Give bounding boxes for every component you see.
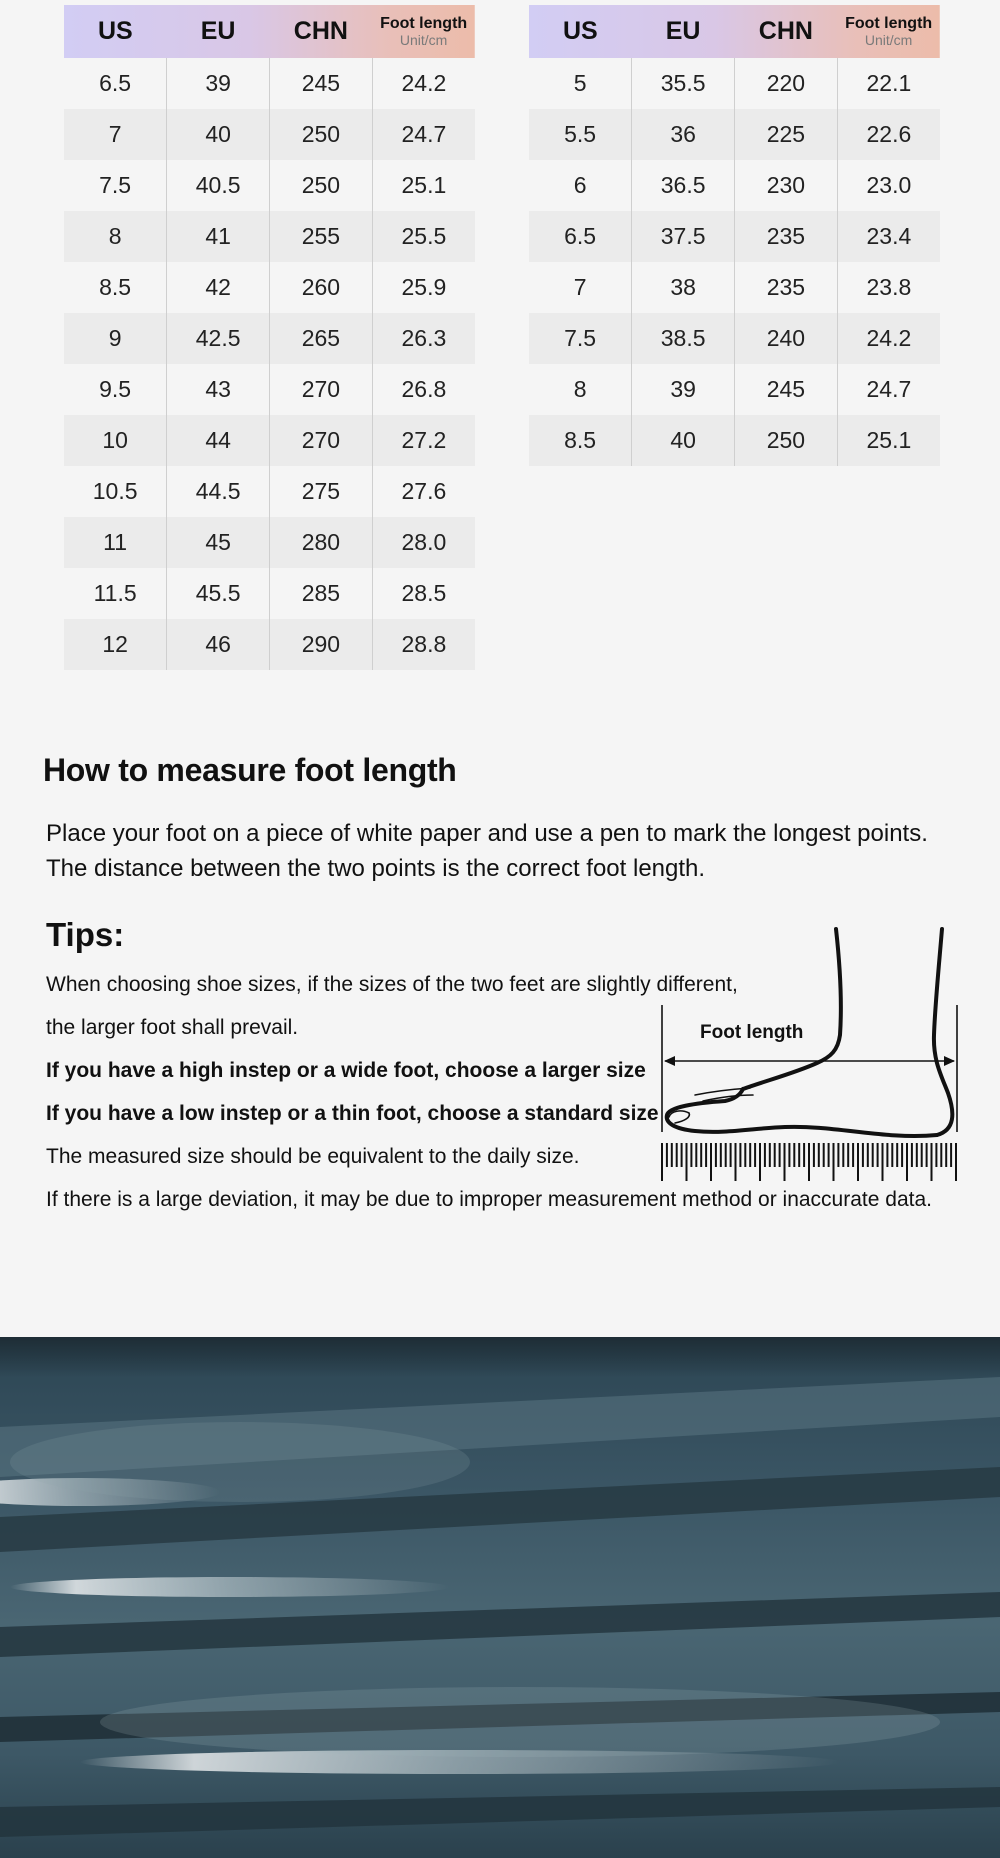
cell-chn: 255: [270, 211, 373, 262]
measure-description-line-1: Place your foot on a piece of white paper and use a pen to mark the longest points.: [46, 820, 928, 847]
cell-foot-length: 26.8: [372, 364, 475, 415]
cell-us: 6: [529, 160, 632, 211]
header-eu: EU: [665, 17, 701, 45]
table-header-row: [529, 5, 940, 58]
table-row: [64, 517, 475, 568]
header-unit: Unit/cm: [864, 31, 913, 48]
table-row: [64, 466, 475, 517]
cell-eu: 42: [167, 262, 270, 313]
cell-us: 12: [64, 619, 167, 670]
cell-us: 5: [529, 58, 632, 109]
cell-chn: 230: [735, 160, 838, 211]
cell-eu: 38.5: [632, 313, 735, 364]
size-table-left: [64, 5, 475, 670]
arrow-right-icon: [944, 1056, 955, 1066]
table-row: [529, 211, 940, 262]
sole-outline-icon: [667, 1089, 937, 1136]
foot-measure-diagram: [655, 925, 960, 1185]
cell-us: 8.5: [529, 415, 632, 466]
cell-eu: 35.5: [632, 58, 735, 109]
tip-item: The measured size should be equivalent to the daily size.: [46, 1145, 580, 1168]
cell-us: 11.5: [64, 568, 167, 619]
cell-chn: 270: [270, 364, 373, 415]
header-eu: EU: [200, 17, 236, 45]
cell-eu: 42.5: [167, 313, 270, 364]
table-header-row: [64, 5, 475, 58]
table-row: [64, 58, 475, 109]
cell-us: 7: [529, 262, 632, 313]
cell-chn: 250: [735, 415, 838, 466]
table-row: [529, 109, 940, 160]
cell-foot-length: 27.6: [372, 466, 475, 517]
table-row: [64, 262, 475, 313]
cell-us: 7.5: [529, 313, 632, 364]
cell-foot-length: 24.2: [372, 58, 475, 109]
cell-chn: 225: [735, 109, 838, 160]
cell-us: 6.5: [64, 58, 167, 109]
cell-eu: 44: [167, 415, 270, 466]
cell-chn: 235: [735, 262, 838, 313]
table-row: [529, 364, 940, 415]
header-foot-length: [372, 5, 475, 58]
cell-chn: 285: [270, 568, 373, 619]
header-us: US: [98, 17, 133, 45]
cell-foot-length: 24.7: [372, 109, 475, 160]
cell-chn: 235: [735, 211, 838, 262]
table-row: [64, 160, 475, 211]
cell-us: 8: [529, 364, 632, 415]
cell-foot-length: 28.8: [372, 619, 475, 670]
header-us: US: [563, 17, 598, 45]
cell-eu: 37.5: [632, 211, 735, 262]
tips-title: Tips:: [46, 916, 125, 953]
cell-us: 9.5: [64, 364, 167, 415]
cell-foot-length: 24.7: [837, 364, 940, 415]
cell-us: 9: [64, 313, 167, 364]
cell-us: 10: [64, 415, 167, 466]
cell-foot-length: 23.8: [837, 262, 940, 313]
cell-foot-length: 27.2: [372, 415, 475, 466]
cell-us: 8.5: [64, 262, 167, 313]
table-row: [529, 415, 940, 466]
cell-chn: 260: [270, 262, 373, 313]
header-unit: Unit/cm: [399, 31, 448, 48]
cell-chn: 250: [270, 109, 373, 160]
cell-foot-length: 28.5: [372, 568, 475, 619]
foot-outline-icon: [743, 929, 841, 1089]
tip-item: If there is a large deviation, it may be due to improper measurement method or inaccurate data.: [46, 1188, 932, 1211]
header-foot-length: [837, 5, 940, 58]
table-row: [64, 619, 475, 670]
cell-us: 11: [64, 517, 167, 568]
tip-item: When choosing shoe sizes, if the sizes of the two feet are slightly different,: [46, 973, 738, 996]
cell-foot-length: 26.3: [372, 313, 475, 364]
ruler-icon: [662, 1143, 956, 1181]
cell-us: 5.5: [529, 109, 632, 160]
size-table-right: [529, 5, 940, 466]
cell-foot-length: 24.2: [837, 313, 940, 364]
cell-eu: 44.5: [167, 466, 270, 517]
cell-foot-length: 22.1: [837, 58, 940, 109]
measure-description: [46, 816, 966, 886]
table-row: [529, 262, 940, 313]
table-row: [64, 568, 475, 619]
cell-eu: 40.5: [167, 160, 270, 211]
cell-us: 8: [64, 211, 167, 262]
header-chn: CHN: [293, 17, 348, 45]
header-chn: CHN: [758, 17, 813, 45]
cell-eu: 41: [167, 211, 270, 262]
cell-eu: 46: [167, 619, 270, 670]
table-row: [64, 109, 475, 160]
table-row: [64, 211, 475, 262]
product-photo: [0, 1337, 1000, 1858]
measure-title: How to measure foot length: [43, 752, 457, 788]
cell-chn: 270: [270, 415, 373, 466]
photo-texture: [0, 1337, 1000, 1858]
cell-eu: 36.5: [632, 160, 735, 211]
cell-foot-length: 25.9: [372, 262, 475, 313]
cell-chn: 290: [270, 619, 373, 670]
tip-item-high-instep: If you have a high instep or a wide foot, choose a larger size: [46, 1059, 646, 1082]
cell-eu: 38: [632, 262, 735, 313]
diagram-label: Foot length: [700, 1022, 804, 1043]
cell-eu: 45.5: [167, 568, 270, 619]
cell-chn: 280: [270, 517, 373, 568]
table-row: [64, 364, 475, 415]
cell-foot-length: 25.1: [837, 415, 940, 466]
cell-us: 6.5: [529, 211, 632, 262]
table-row: [529, 58, 940, 109]
header-foot-length-label: Foot length: [845, 14, 933, 32]
cell-chn: 240: [735, 313, 838, 364]
tip-item: the larger foot shall prevail.: [46, 1016, 299, 1039]
cell-eu: 36: [632, 109, 735, 160]
table-row: [529, 160, 940, 211]
cell-chn: 275: [270, 466, 373, 517]
cell-foot-length: 22.6: [837, 109, 940, 160]
arrow-left-icon: [664, 1056, 675, 1066]
cell-eu: 45: [167, 517, 270, 568]
table-row: [64, 313, 475, 364]
cell-eu: 43: [167, 364, 270, 415]
cell-chn: 245: [735, 364, 838, 415]
cell-chn: 220: [735, 58, 838, 109]
table-row: [64, 415, 475, 466]
header-foot-length-label: Foot length: [380, 14, 468, 32]
cell-chn: 250: [270, 160, 373, 211]
cell-chn: 265: [270, 313, 373, 364]
cell-us: 7: [64, 109, 167, 160]
tip-item-low-instep: If you have a low instep or a thin foot, choose a standard size: [46, 1102, 659, 1125]
cell-us: 10.5: [64, 466, 167, 517]
heel-outline-icon: [934, 929, 952, 1135]
cell-us: 7.5: [64, 160, 167, 211]
table-row: [529, 313, 940, 364]
cell-foot-length: 28.0: [372, 517, 475, 568]
cell-eu: 39: [632, 364, 735, 415]
cell-foot-length: 23.0: [837, 160, 940, 211]
cell-eu: 39: [167, 58, 270, 109]
cell-eu: 40: [167, 109, 270, 160]
cell-eu: 40: [632, 415, 735, 466]
cell-chn: 245: [270, 58, 373, 109]
measure-description-line-2: The distance between the two points is the correct foot length.: [46, 855, 706, 882]
cell-foot-length: 25.5: [372, 211, 475, 262]
cell-foot-length: 25.1: [372, 160, 475, 211]
cell-foot-length: 23.4: [837, 211, 940, 262]
